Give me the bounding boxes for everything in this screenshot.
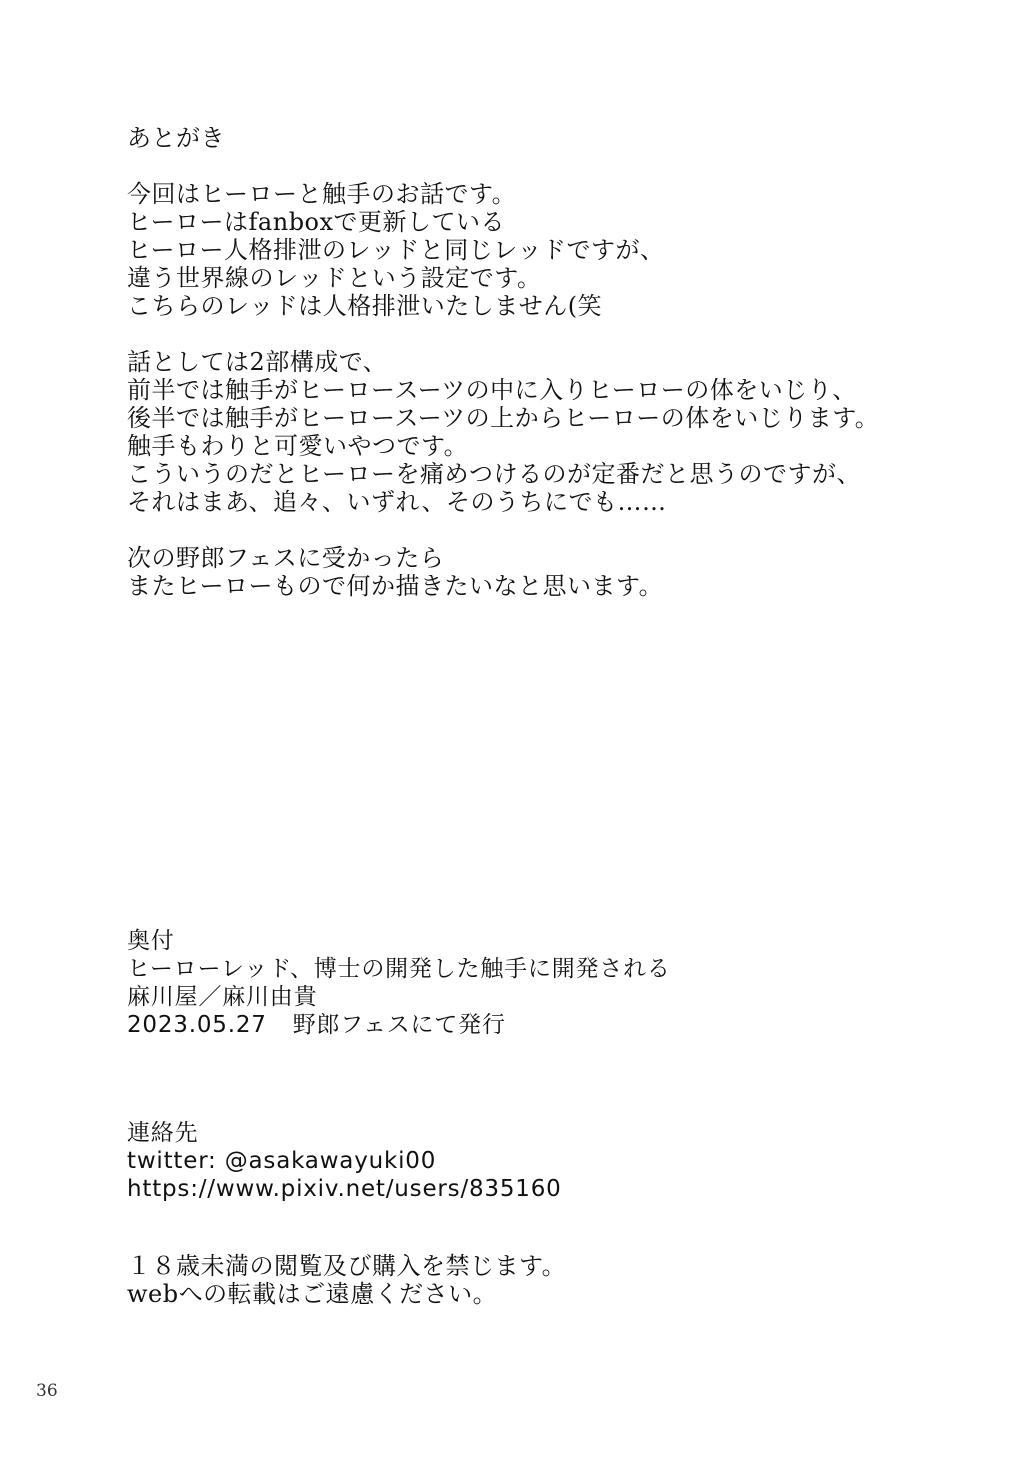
page-number: 36	[36, 1381, 58, 1401]
contact-section	[127, 1119, 987, 1203]
afterword-line: ヒーロー人格排泄のレッドと同じレッドですが、	[127, 236, 665, 264]
afterword-line: 後半では触手がヒーロースーツの上からヒーローの体をいじります。	[127, 404, 880, 432]
publish-event: 野郎フェスにて発行	[292, 1012, 506, 1038]
afterword-line: こういうのだとヒーローを痛めつけるのが定番だと思うのですが、	[127, 460, 862, 488]
afterword-line: またヒーローもので何か描きたいなと思います。	[127, 572, 664, 600]
publish-date: 2023.05.27	[127, 1012, 267, 1038]
afterword-line: ヒーローはfanboxで更新している	[127, 208, 506, 236]
warning-section	[127, 1252, 987, 1308]
age-warning: １８歳未満の閲覧及び購入を禁じます。	[127, 1252, 567, 1280]
afterword-title: あとがき	[127, 124, 225, 152]
colophon-section	[127, 927, 987, 1039]
afterword-line: 今回はヒーローと触手のお話です。	[127, 180, 517, 208]
publish-info	[127, 1011, 987, 1039]
book-title: ヒーローレッド、博士の開発した触手に開発される	[127, 956, 671, 982]
afterword-line: 次の野郎フェスに受かったら	[127, 544, 445, 572]
afterword-section	[127, 124, 987, 600]
twitter-handle: twitter: @asakawayuki00	[127, 1148, 437, 1174]
afterword-line: こちらのレッドは人格排泄いたしません(笑	[127, 292, 603, 320]
afterword-line: 前半では触手がヒーロースーツの中に入りヒーローの体をいじり、	[127, 376, 857, 404]
contact-heading: 連絡先	[127, 1120, 199, 1146]
pixiv-url: https://www.pixiv.net/users/835160	[127, 1176, 562, 1202]
colophon-heading: 奥付	[127, 928, 175, 954]
repost-warning: webへの転載はご遠慮ください。	[127, 1280, 498, 1308]
afterword-line: それはまあ、追々、いずれ、そのうちにでも……	[127, 488, 667, 516]
afterword-line: 話としては2部構成で、	[127, 348, 388, 376]
afterword-line: 触手もわりと可愛いやつです。	[127, 432, 469, 460]
circle-author: 麻川屋／麻川由貴	[127, 984, 318, 1010]
afterword-line: 違う世界線のレッドという設定です。	[127, 264, 542, 292]
